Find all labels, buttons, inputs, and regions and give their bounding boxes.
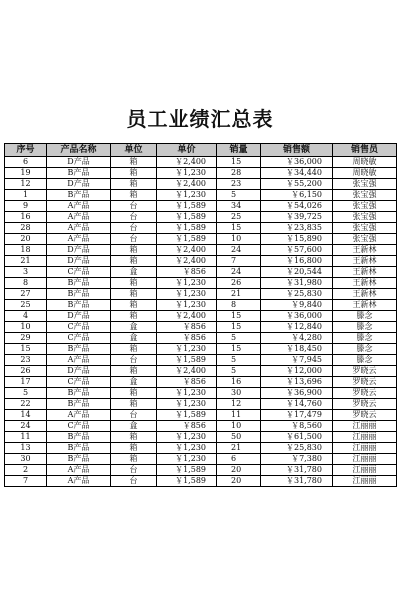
cell-unit: 箱 (111, 157, 157, 168)
cell-seller: 罗晓云 (333, 399, 397, 410)
cell-amount: ￥36,000 (261, 157, 333, 168)
table-row (5, 256, 397, 267)
cell-product: B产品 (47, 278, 111, 289)
cell-amount: ￥57,600 (261, 245, 333, 256)
table-row (5, 300, 397, 311)
table-row (5, 333, 397, 344)
cell-quantity: 25 (217, 212, 261, 223)
cell-price: ￥1,230 (157, 432, 217, 443)
cell-product: D产品 (47, 256, 111, 267)
cell-quantity: 10 (217, 234, 261, 245)
cell-amount: ￥12,840 (261, 322, 333, 333)
cell-product: C产品 (47, 267, 111, 278)
cell-index: 29 (5, 333, 47, 344)
cell-seller: 王新林 (333, 256, 397, 267)
cell-quantity: 8 (217, 300, 261, 311)
cell-index: 8 (5, 278, 47, 289)
cell-seller: 罗晓云 (333, 410, 397, 421)
table-row (5, 388, 397, 399)
cell-index: 6 (5, 157, 47, 168)
cell-seller: 张宝强 (333, 179, 397, 190)
cell-unit: 台 (111, 355, 157, 366)
cell-amount: ￥31,780 (261, 476, 333, 487)
cell-price: ￥1,230 (157, 190, 217, 201)
cell-quantity: 26 (217, 278, 261, 289)
cell-seller: 张宝强 (333, 190, 397, 201)
cell-seller: 罗晓云 (333, 388, 397, 399)
cell-product: A产品 (47, 465, 111, 476)
cell-quantity: 24 (217, 245, 261, 256)
table-row (5, 201, 397, 212)
cell-unit: 箱 (111, 289, 157, 300)
cell-seller: 滕念 (333, 344, 397, 355)
page-title: 员工业绩汇总表 (126, 107, 274, 131)
table-row (5, 454, 397, 465)
cell-seller: 滕念 (333, 355, 397, 366)
cell-seller: 张宝强 (333, 223, 397, 234)
table-row (5, 432, 397, 443)
table-row (5, 289, 397, 300)
cell-price: ￥2,400 (157, 366, 217, 377)
cell-product: C产品 (47, 377, 111, 388)
header-price: 单价 (157, 144, 217, 157)
table-header-row (5, 144, 397, 157)
cell-quantity: 10 (217, 421, 261, 432)
cell-unit: 箱 (111, 454, 157, 465)
cell-amount: ￥39,725 (261, 212, 333, 223)
cell-amount: ￥36,900 (261, 388, 333, 399)
cell-index: 18 (5, 245, 47, 256)
cell-product: A产品 (47, 355, 111, 366)
cell-seller: 罗晓云 (333, 377, 397, 388)
cell-unit: 箱 (111, 344, 157, 355)
cell-price: ￥1,589 (157, 201, 217, 212)
cell-index: 5 (5, 388, 47, 399)
table-row (5, 443, 397, 454)
cell-product: B产品 (47, 454, 111, 465)
cell-index: 26 (5, 366, 47, 377)
cell-quantity: 16 (217, 377, 261, 388)
cell-product: C产品 (47, 421, 111, 432)
cell-product: B产品 (47, 190, 111, 201)
cell-unit: 箱 (111, 168, 157, 179)
cell-index: 17 (5, 377, 47, 388)
cell-product: A产品 (47, 201, 111, 212)
cell-price: ￥856 (157, 322, 217, 333)
cell-amount: ￥31,780 (261, 465, 333, 476)
cell-amount: ￥31,980 (261, 278, 333, 289)
table-row (5, 421, 397, 432)
cell-unit: 台 (111, 223, 157, 234)
cell-unit: 盒 (111, 322, 157, 333)
table-row (5, 322, 397, 333)
cell-seller: 王新林 (333, 289, 397, 300)
header-index: 序号 (5, 144, 47, 157)
cell-amount: ￥34,440 (261, 168, 333, 179)
cell-amount: ￥18,450 (261, 344, 333, 355)
cell-product: A产品 (47, 476, 111, 487)
cell-unit: 盒 (111, 333, 157, 344)
cell-index: 4 (5, 311, 47, 322)
cell-product: D产品 (47, 245, 111, 256)
cell-price: ￥1,230 (157, 289, 217, 300)
cell-price: ￥1,230 (157, 388, 217, 399)
cell-index: 25 (5, 300, 47, 311)
table-row (5, 267, 397, 278)
cell-price: ￥2,400 (157, 256, 217, 267)
cell-seller: 江丽丽 (333, 476, 397, 487)
cell-price: ￥856 (157, 267, 217, 278)
cell-unit: 盒 (111, 421, 157, 432)
cell-product: A产品 (47, 410, 111, 421)
cell-product: C产品 (47, 322, 111, 333)
cell-price: ￥1,230 (157, 443, 217, 454)
cell-quantity: 20 (217, 465, 261, 476)
cell-unit: 箱 (111, 190, 157, 201)
table-body (5, 157, 397, 487)
cell-price: ￥1,589 (157, 410, 217, 421)
cell-seller: 滕念 (333, 311, 397, 322)
cell-price: ￥1,589 (157, 355, 217, 366)
cell-quantity: 28 (217, 168, 261, 179)
cell-price: ￥1,589 (157, 234, 217, 245)
cell-quantity: 24 (217, 267, 261, 278)
cell-quantity: 15 (217, 344, 261, 355)
header-seller: 销售员 (333, 144, 397, 157)
cell-seller: 王新林 (333, 300, 397, 311)
cell-index: 3 (5, 267, 47, 278)
cell-price: ￥1,230 (157, 278, 217, 289)
cell-amount: ￥7,380 (261, 454, 333, 465)
cell-amount: ￥12,000 (261, 366, 333, 377)
cell-index: 21 (5, 256, 47, 267)
table-row (5, 223, 397, 234)
cell-seller: 滕念 (333, 333, 397, 344)
cell-amount: ￥17,479 (261, 410, 333, 421)
cell-unit: 台 (111, 476, 157, 487)
cell-unit: 箱 (111, 256, 157, 267)
cell-unit: 台 (111, 212, 157, 223)
cell-product: B产品 (47, 289, 111, 300)
cell-price: ￥1,230 (157, 454, 217, 465)
cell-product: D产品 (47, 157, 111, 168)
cell-unit: 盒 (111, 377, 157, 388)
cell-amount: ￥20,544 (261, 267, 333, 278)
cell-unit: 箱 (111, 432, 157, 443)
cell-quantity: 21 (217, 443, 261, 454)
cell-seller: 江丽丽 (333, 443, 397, 454)
cell-quantity: 15 (217, 311, 261, 322)
cell-unit: 箱 (111, 278, 157, 289)
cell-product: D产品 (47, 311, 111, 322)
cell-quantity: 5 (217, 366, 261, 377)
table-row (5, 245, 397, 256)
cell-price: ￥2,400 (157, 245, 217, 256)
cell-seller: 滕念 (333, 322, 397, 333)
cell-index: 1 (5, 190, 47, 201)
cell-price: ￥2,400 (157, 157, 217, 168)
cell-product: B产品 (47, 344, 111, 355)
cell-unit: 箱 (111, 179, 157, 190)
header-unit: 单位 (111, 144, 157, 157)
cell-unit: 台 (111, 234, 157, 245)
table-row (5, 377, 397, 388)
cell-index: 14 (5, 410, 47, 421)
cell-product: B产品 (47, 399, 111, 410)
cell-price: ￥1,589 (157, 465, 217, 476)
cell-price: ￥1,230 (157, 168, 217, 179)
cell-price: ￥1,589 (157, 212, 217, 223)
header-amount: 销售额 (261, 144, 333, 157)
cell-index: 11 (5, 432, 47, 443)
cell-index: 16 (5, 212, 47, 223)
cell-index: 22 (5, 399, 47, 410)
cell-price: ￥2,400 (157, 179, 217, 190)
cell-price: ￥1,230 (157, 300, 217, 311)
cell-amount: ￥8,560 (261, 421, 333, 432)
cell-seller: 张宝强 (333, 234, 397, 245)
header-quantity: 销量 (217, 144, 261, 157)
cell-price: ￥1,230 (157, 399, 217, 410)
cell-amount: ￥25,830 (261, 289, 333, 300)
cell-unit: 箱 (111, 311, 157, 322)
table-row (5, 234, 397, 245)
cell-seller: 江丽丽 (333, 421, 397, 432)
cell-amount: ￥4,280 (261, 333, 333, 344)
table-row (5, 344, 397, 355)
cell-seller: 江丽丽 (333, 432, 397, 443)
cell-unit: 箱 (111, 245, 157, 256)
sales-summary-table (4, 143, 397, 487)
cell-seller: 王新林 (333, 245, 397, 256)
cell-amount: ￥13,696 (261, 377, 333, 388)
cell-seller: 周晓敏 (333, 157, 397, 168)
cell-index: 23 (5, 355, 47, 366)
cell-price: ￥856 (157, 421, 217, 432)
cell-unit: 箱 (111, 443, 157, 454)
cell-unit: 箱 (111, 388, 157, 399)
cell-index: 7 (5, 476, 47, 487)
cell-index: 10 (5, 322, 47, 333)
cell-quantity: 15 (217, 322, 261, 333)
cell-index: 9 (5, 201, 47, 212)
table-row (5, 355, 397, 366)
table-row (5, 212, 397, 223)
cell-index: 24 (5, 421, 47, 432)
cell-index: 15 (5, 344, 47, 355)
cell-amount: ￥14,760 (261, 399, 333, 410)
table-row (5, 476, 397, 487)
cell-product: D产品 (47, 179, 111, 190)
cell-price: ￥856 (157, 377, 217, 388)
table-row (5, 399, 397, 410)
cell-quantity: 21 (217, 289, 261, 300)
cell-amount: ￥15,890 (261, 234, 333, 245)
cell-product: C产品 (47, 333, 111, 344)
cell-unit: 台 (111, 201, 157, 212)
table-row (5, 465, 397, 476)
cell-quantity: 34 (217, 201, 261, 212)
cell-index: 28 (5, 223, 47, 234)
cell-seller: 张宝强 (333, 201, 397, 212)
cell-seller: 王新林 (333, 267, 397, 278)
cell-index: 13 (5, 443, 47, 454)
cell-quantity: 15 (217, 157, 261, 168)
header-product: 产品名称 (47, 144, 111, 157)
cell-price: ￥2,400 (157, 311, 217, 322)
cell-product: B产品 (47, 388, 111, 399)
cell-quantity: 6 (217, 454, 261, 465)
cell-index: 27 (5, 289, 47, 300)
table-row (5, 410, 397, 421)
cell-quantity: 15 (217, 223, 261, 234)
cell-seller: 江丽丽 (333, 465, 397, 476)
table-row (5, 179, 397, 190)
cell-product: B产品 (47, 300, 111, 311)
cell-quantity: 30 (217, 388, 261, 399)
cell-price: ￥1,589 (157, 223, 217, 234)
cell-unit: 台 (111, 465, 157, 476)
cell-quantity: 7 (217, 256, 261, 267)
cell-quantity: 50 (217, 432, 261, 443)
cell-amount: ￥25,830 (261, 443, 333, 454)
cell-unit: 盒 (111, 267, 157, 278)
cell-amount: ￥9,840 (261, 300, 333, 311)
cell-amount: ￥7,945 (261, 355, 333, 366)
cell-index: 2 (5, 465, 47, 476)
cell-seller: 张宝强 (333, 212, 397, 223)
cell-amount: ￥54,026 (261, 201, 333, 212)
cell-quantity: 12 (217, 399, 261, 410)
cell-product: B产品 (47, 432, 111, 443)
cell-price: ￥856 (157, 333, 217, 344)
cell-product: A产品 (47, 234, 111, 245)
cell-index: 30 (5, 454, 47, 465)
cell-amount: ￥55,200 (261, 179, 333, 190)
cell-product: A产品 (47, 223, 111, 234)
cell-unit: 箱 (111, 300, 157, 311)
cell-unit: 台 (111, 410, 157, 421)
cell-amount: ￥16,800 (261, 256, 333, 267)
cell-price: ￥1,230 (157, 344, 217, 355)
table-row (5, 157, 397, 168)
cell-product: B产品 (47, 443, 111, 454)
cell-index: 12 (5, 179, 47, 190)
cell-index: 20 (5, 234, 47, 245)
cell-product: D产品 (47, 366, 111, 377)
table-row (5, 311, 397, 322)
cell-quantity: 5 (217, 190, 261, 201)
cell-quantity: 5 (217, 333, 261, 344)
table-row (5, 366, 397, 377)
cell-seller: 王新林 (333, 278, 397, 289)
cell-seller: 罗晓云 (333, 366, 397, 377)
cell-index: 19 (5, 168, 47, 179)
table-row (5, 168, 397, 179)
cell-unit: 箱 (111, 399, 157, 410)
cell-amount: ￥6,150 (261, 190, 333, 201)
cell-amount: ￥61,500 (261, 432, 333, 443)
cell-quantity: 20 (217, 476, 261, 487)
cell-quantity: 23 (217, 179, 261, 190)
cell-amount: ￥36,000 (261, 311, 333, 322)
cell-quantity: 11 (217, 410, 261, 421)
cell-price: ￥1,589 (157, 476, 217, 487)
cell-unit: 箱 (111, 366, 157, 377)
table-row (5, 190, 397, 201)
table-row (5, 278, 397, 289)
cell-product: B产品 (47, 168, 111, 179)
cell-seller: 江丽丽 (333, 454, 397, 465)
cell-amount: ￥23,835 (261, 223, 333, 234)
cell-product: A产品 (47, 212, 111, 223)
cell-quantity: 5 (217, 355, 261, 366)
cell-seller: 周晓敏 (333, 168, 397, 179)
